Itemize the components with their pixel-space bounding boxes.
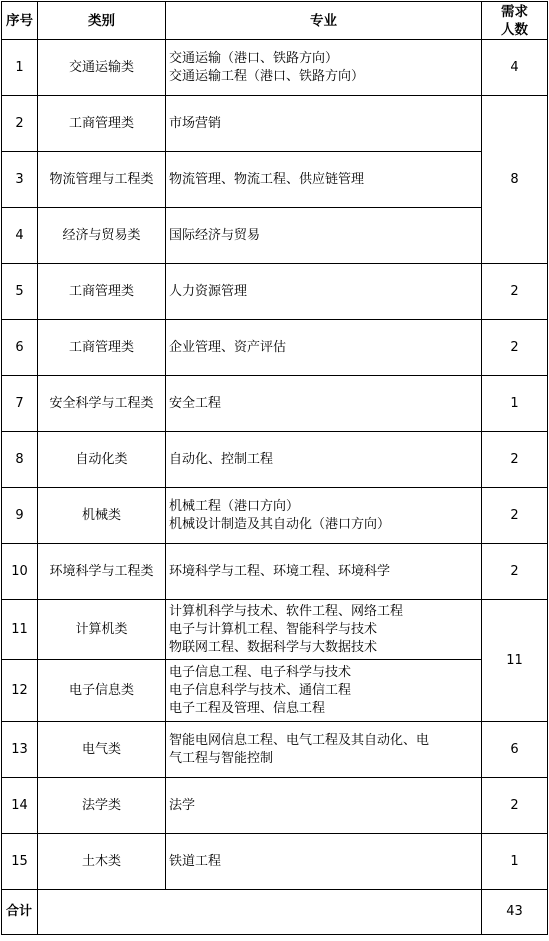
- table-row: [2, 722, 548, 778]
- table-row: [2, 320, 548, 376]
- row-category: 环境科学与工程类: [38, 544, 166, 600]
- table-row: [2, 660, 548, 722]
- major-line: 法学: [169, 797, 196, 813]
- table-row: [2, 544, 548, 600]
- row-majors: [166, 96, 482, 152]
- header-row: [2, 2, 548, 40]
- header-major: 专业: [166, 2, 482, 40]
- row-index: 7: [2, 376, 38, 432]
- row-index: 14: [2, 778, 38, 834]
- row-majors: [166, 778, 482, 834]
- row-index: 12: [2, 660, 38, 722]
- row-index: 10: [2, 544, 38, 600]
- table-row: [2, 834, 548, 890]
- major-line: 自动化、控制工程: [169, 451, 274, 467]
- row-count: 11: [482, 600, 548, 722]
- header-index: 序号: [2, 2, 38, 40]
- row-index: 1: [2, 40, 38, 96]
- row-majors: [166, 320, 482, 376]
- row-index: 15: [2, 834, 38, 890]
- row-category: 物流管理与工程类: [38, 152, 166, 208]
- row-category: 法学类: [38, 778, 166, 834]
- row-majors: [166, 722, 482, 778]
- row-category: 工商管理类: [38, 264, 166, 320]
- major-line: 电子信息工程、电子科学与技术: [169, 664, 352, 680]
- table-row: [2, 488, 548, 544]
- major-line: 电子与计算机工程、智能科学与技术: [169, 621, 378, 637]
- major-line: 国际经济与贸易: [169, 227, 261, 243]
- major-line: 电子信息科学与技术、通信工程: [169, 682, 352, 698]
- total-row: [2, 890, 548, 935]
- table-row: [2, 778, 548, 834]
- row-index: 2: [2, 96, 38, 152]
- row-majors: [166, 40, 482, 96]
- row-index: 5: [2, 264, 38, 320]
- row-count: 1: [482, 834, 548, 890]
- row-count: 2: [482, 544, 548, 600]
- row-count: 2: [482, 432, 548, 488]
- total-empty: [38, 890, 482, 935]
- major-line: 安全工程: [169, 395, 222, 411]
- table-row: [2, 432, 548, 488]
- row-majors: [166, 152, 482, 208]
- row-majors: [166, 376, 482, 432]
- major-line: 物联网工程、数据科学与大数据技术: [169, 639, 378, 655]
- table-row: [2, 600, 548, 660]
- row-majors: [166, 544, 482, 600]
- header-count-line1: 需求: [501, 3, 528, 20]
- row-count: 2: [482, 320, 548, 376]
- total-label: 合计: [2, 890, 38, 935]
- major-line: 交通运输工程（港口、铁路方向）: [169, 68, 365, 84]
- row-category: 自动化类: [38, 432, 166, 488]
- row-majors: [166, 660, 482, 722]
- row-index: 8: [2, 432, 38, 488]
- row-count: 2: [482, 264, 548, 320]
- header-count: [482, 2, 548, 40]
- table-row: [2, 208, 548, 264]
- major-line: 智能电网信息工程、电气工程及其自动化、电: [169, 732, 430, 748]
- row-index: 6: [2, 320, 38, 376]
- row-count: 4: [482, 40, 548, 96]
- row-category: 工商管理类: [38, 320, 166, 376]
- table-row: [2, 376, 548, 432]
- recruitment-table: [1, 1, 548, 935]
- row-count: 1: [482, 376, 548, 432]
- major-line: 计算机科学与技术、软件工程、网络工程: [169, 603, 404, 619]
- row-majors: [166, 208, 482, 264]
- row-category: 经济与贸易类: [38, 208, 166, 264]
- row-count: 8: [482, 96, 548, 264]
- row-index: 3: [2, 152, 38, 208]
- row-category: 工商管理类: [38, 96, 166, 152]
- major-line: 市场营销: [169, 115, 222, 131]
- row-majors: [166, 600, 482, 660]
- row-category: 安全科学与工程类: [38, 376, 166, 432]
- row-index: 13: [2, 722, 38, 778]
- row-category: 交通运输类: [38, 40, 166, 96]
- row-category: 土木类: [38, 834, 166, 890]
- row-majors: [166, 264, 482, 320]
- row-majors: [166, 432, 482, 488]
- major-line: 电子工程及管理、信息工程: [169, 700, 326, 716]
- table-row: [2, 152, 548, 208]
- major-line: 机械设计制造及其自动化（港口方向）: [169, 516, 391, 532]
- row-count: 2: [482, 488, 548, 544]
- row-index: 4: [2, 208, 38, 264]
- row-majors: [166, 488, 482, 544]
- row-count: 2: [482, 778, 548, 834]
- row-category: 电气类: [38, 722, 166, 778]
- row-category: 电子信息类: [38, 660, 166, 722]
- major-line: 企业管理、资产评估: [169, 339, 287, 355]
- row-count: 6: [482, 722, 548, 778]
- row-index: 9: [2, 488, 38, 544]
- row-category: 计算机类: [38, 600, 166, 660]
- table-row: [2, 40, 548, 96]
- row-index: 11: [2, 600, 38, 660]
- major-line: 交通运输（港口、铁路方向）: [169, 50, 339, 66]
- major-line: 气工程与智能控制: [169, 750, 274, 766]
- major-line: 物流管理、物流工程、供应链管理: [169, 171, 365, 187]
- major-line: 机械工程（港口方向）: [169, 498, 300, 514]
- major-line: 人力资源管理: [169, 283, 248, 299]
- header-category: 类别: [38, 2, 166, 40]
- table-row: [2, 264, 548, 320]
- row-majors: [166, 834, 482, 890]
- header-count-line2: 人数: [501, 21, 528, 38]
- table-row: [2, 96, 548, 152]
- row-category: 机械类: [38, 488, 166, 544]
- major-line: 铁道工程: [169, 853, 222, 869]
- major-line: 环境科学与工程、环境工程、环境科学: [169, 563, 391, 579]
- total-count: 43: [482, 890, 548, 935]
